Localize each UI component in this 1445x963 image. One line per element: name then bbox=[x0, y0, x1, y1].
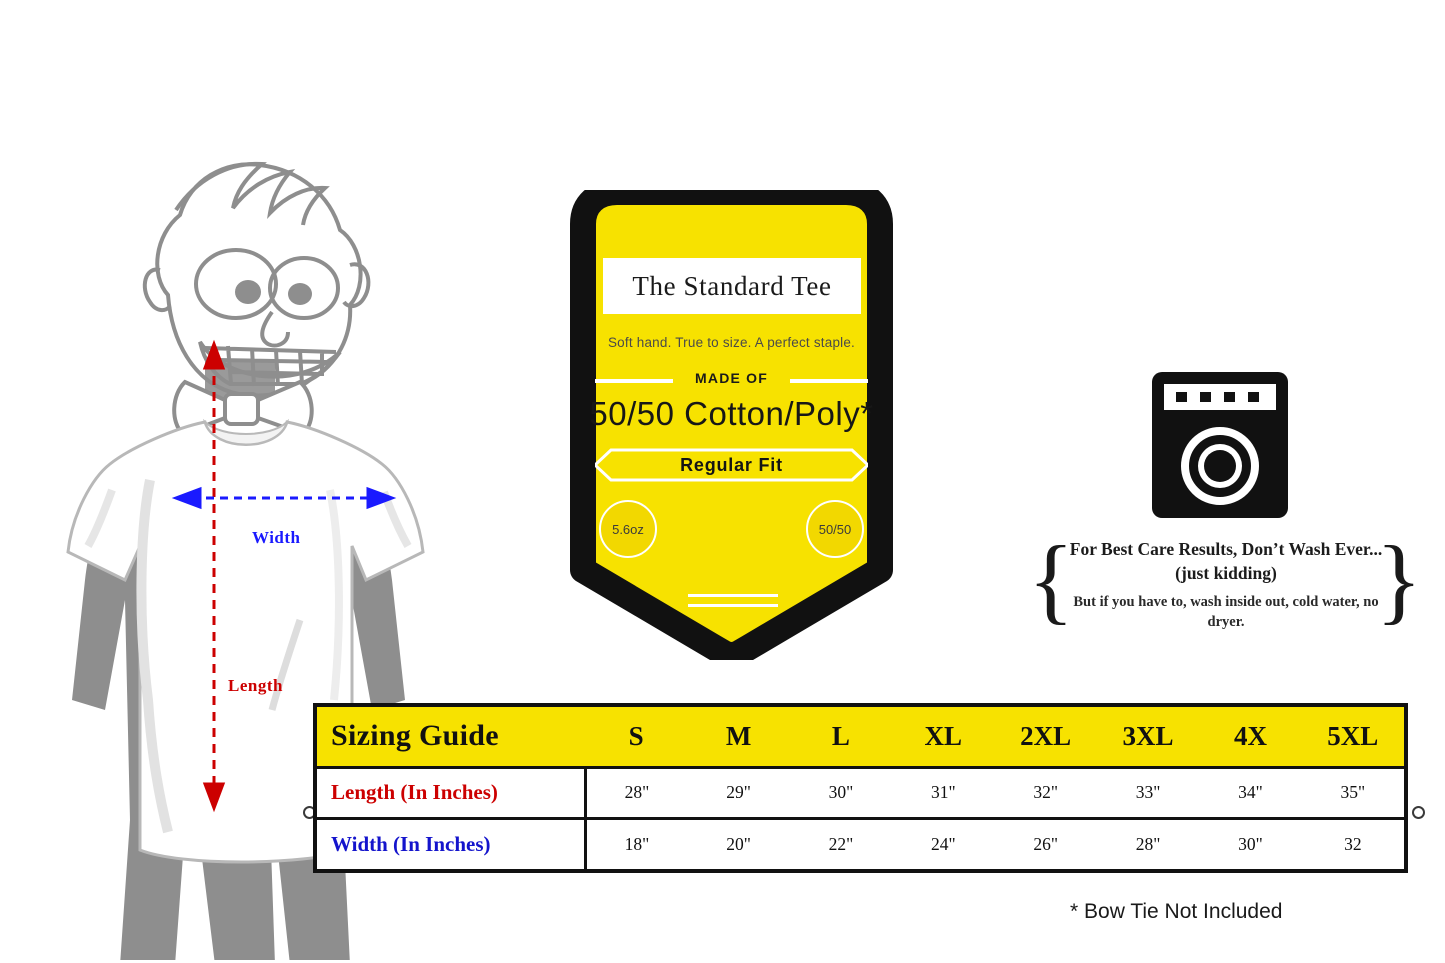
table-header-row bbox=[317, 707, 1404, 767]
tag-title: The Standard Tee bbox=[603, 258, 861, 314]
table-cap-right bbox=[1412, 806, 1425, 819]
tag-footline-2 bbox=[688, 604, 778, 607]
row-label-length: Length (In Inches) bbox=[317, 767, 585, 818]
size-header-xl: XL bbox=[924, 720, 963, 751]
length-s: 28" bbox=[585, 767, 687, 818]
width-l: 22" bbox=[790, 818, 892, 869]
size-header-3xl: 3XL bbox=[1122, 720, 1174, 751]
fit-band bbox=[595, 448, 868, 482]
weight-badge: 5.6oz bbox=[599, 500, 657, 558]
width-5xl: 32 bbox=[1302, 818, 1404, 869]
width-label: Width bbox=[252, 528, 301, 547]
tag-fit: Regular Fit bbox=[680, 454, 783, 475]
tag-tagline: Soft hand. True to size. A perfect staple. bbox=[607, 335, 856, 350]
width-m: 20" bbox=[687, 818, 789, 869]
blend-badge: 50/50 bbox=[806, 500, 864, 558]
product-hangtag bbox=[553, 190, 910, 660]
footnote: * Bow Tie Not Included bbox=[1070, 900, 1283, 923]
size-header-m: M bbox=[725, 720, 752, 751]
length-2xl: 32" bbox=[995, 767, 1097, 818]
made-of-label: MADE OF bbox=[695, 370, 768, 386]
tag-material: 50/50 Cotton/Poly* bbox=[589, 395, 874, 432]
size-header-s: S bbox=[628, 720, 644, 751]
length-m: 29" bbox=[687, 767, 789, 818]
width-s: 18" bbox=[585, 818, 687, 869]
length-l: 30" bbox=[790, 767, 892, 818]
brace-left: { bbox=[1028, 526, 1075, 633]
tag-footline-1 bbox=[688, 594, 778, 597]
length-3xl: 33" bbox=[1097, 767, 1199, 818]
size-header-2xl: 2XL bbox=[1020, 720, 1072, 751]
width-2xl: 26" bbox=[995, 818, 1097, 869]
size-header-4x: 4X bbox=[1233, 720, 1267, 751]
width-3xl: 28" bbox=[1097, 818, 1199, 869]
table-row bbox=[317, 818, 1404, 869]
table-row bbox=[317, 767, 1404, 818]
care-subtext: But if you have to, wash inside out, cold water, no dryer. bbox=[1073, 594, 1379, 631]
care-instructions bbox=[1010, 370, 1440, 660]
length-4x: 34" bbox=[1199, 767, 1301, 818]
length-label: Length bbox=[228, 676, 283, 695]
washing-machine-icon bbox=[1150, 370, 1290, 520]
length-xl: 31" bbox=[892, 767, 994, 818]
size-header-5xl: 5XL bbox=[1327, 720, 1379, 751]
length-5xl: 35" bbox=[1302, 767, 1404, 818]
brace-right: } bbox=[1375, 526, 1422, 633]
size-header-l: L bbox=[831, 720, 850, 751]
sizing-guide-table bbox=[313, 703, 1408, 873]
care-headline: For Best Care Results, Don’t Wash Ever... (just kidding) bbox=[1069, 539, 1383, 583]
width-4x: 30" bbox=[1199, 818, 1301, 869]
row-label-width: Width (In Inches) bbox=[317, 818, 585, 869]
sizing-guide-title: Sizing Guide bbox=[331, 719, 499, 753]
width-xl: 24" bbox=[892, 818, 994, 869]
